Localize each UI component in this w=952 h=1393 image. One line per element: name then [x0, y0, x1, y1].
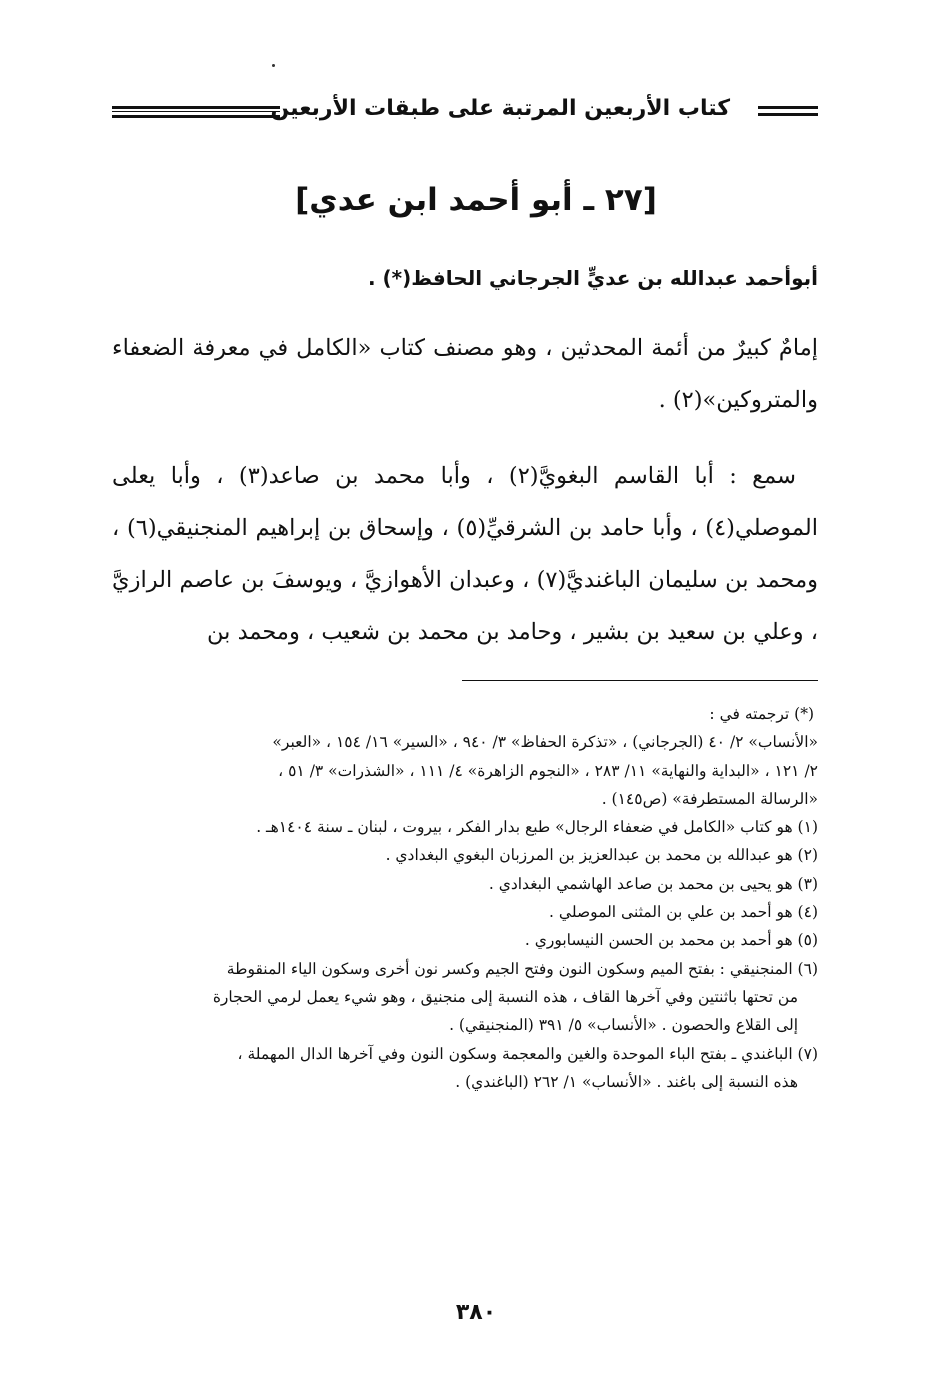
- footnote-6-line: (٦) المنجنيقي : بفتح الميم وسكون النون وفتح الجيم وكسر نون أخرى وسكون الياء المنقوطة: [226, 959, 818, 978]
- footnote-1: (١) هو كتاب «الكامل في ضعفاء الرجال» طبع بدار الفكر ، بيروت ، لبنان ـ سنة ١٤٠٤هـ .: [256, 818, 818, 837]
- body-paragraph-1: [112, 322, 818, 426]
- footnote-7-line: (٧) الباغندي ـ بفتح الباء الموحدة والغين والمعجمة وسكون النون وفي آخرها الدال المهملة ،: [237, 1044, 818, 1063]
- header-rule-right: [758, 106, 818, 116]
- entry-title: [٢٧ ـ أبو أحمد ابن عدي]: [295, 182, 657, 218]
- running-header: [112, 92, 818, 138]
- footnote-6-line: من تحتها باثنتين وفي آخرها القاف ، هذه النسبة إلى منجنيق ، وهو شيء يعمل لرمي الحجارة: [212, 987, 798, 1006]
- footnote-7-line: هذه النسبة إلى باغند . «الأنساب» ١/ ٢٦٢ (الباغندي) .: [455, 1072, 798, 1091]
- footnote-star-line: ٢/ ١٢١ ، «البداية والنهاية» ١١/ ٢٨٣ ، «النجوم الزاهرة» ٤/ ١١١ ، «الشذرات» ٣/ ٥١ ،: [278, 761, 818, 780]
- footnotes: [112, 700, 818, 1096]
- paragraph-text: سمع : أبا القاسم البغويَّ(٢) ، وأبا محمد بن صاعد(٣) ، وأبا يعلى الموصلي(٤) ، وأبا حامد بن الشرقيِّ(٥) ، وإسحاق بن إبراهيم المنجنيقي(٦) ، ومحمد بن سليمان الباغنديَّ(٧) ، وعبدان الأهوازيَّ ، ويوسفَ بن عاصم الرازيَّ ، وعلي بن سعيد بن بشير ، وحامد بن محمد بن شعيب ، ومحمد بن: [112, 463, 818, 645]
- footnote-separator: [462, 680, 818, 681]
- paragraph-text: إمامٌ كبيرٌ من أئمة المحدثين ، وهو مصنف كتاب «الكامل في معرفة الضعفاء والمتروكين»(٢) .: [112, 335, 818, 413]
- body-paragraph-2: [112, 450, 818, 658]
- footnote-5: (٥) هو أحمد بن محمد بن الحسن النيسابوري .: [524, 931, 818, 950]
- footnote-6-line: إلى القلاع والحصون . «الأنساب» ٥/ ٣٩١ (المنجنيقي) .: [449, 1016, 798, 1035]
- entry-name-line: أبوأحمد عبدالله بن عديٍّ الجرجاني الحافظ(*) .: [367, 266, 818, 290]
- footnote-4: (٤) هو أحمد بن علي بن المثنى الموصلي .: [549, 903, 818, 922]
- footnote-3: (٣) هو يحيى بن محمد بن صاعد الهاشمي البغدادي .: [488, 874, 818, 893]
- footnote-star-line: «الأنساب» ٢/ ٤٠ (الجرجاني) ، «تذكرة الحفاظ» ٣/ ٩٤٠ ، «السير» ١٦/ ١٥٤ ، «العبر»: [272, 733, 818, 752]
- header-rule-left: [112, 106, 280, 118]
- page-number: ٣٨٠: [455, 1300, 497, 1325]
- running-title: كتاب الأربعين المرتبة على طبقات الأربعين: [270, 96, 730, 121]
- footnote-star-line: «الرسالة المستطرفة» (ص١٤٥) .: [601, 789, 818, 808]
- footnote-star-intro: (*) ترجمته في :: [709, 705, 814, 723]
- print-speck: [272, 64, 275, 67]
- footnote-2: (٢) هو عبدالله بن محمد بن عبدالعزيز بن المرزبان البغوي البغدادي .: [385, 846, 818, 865]
